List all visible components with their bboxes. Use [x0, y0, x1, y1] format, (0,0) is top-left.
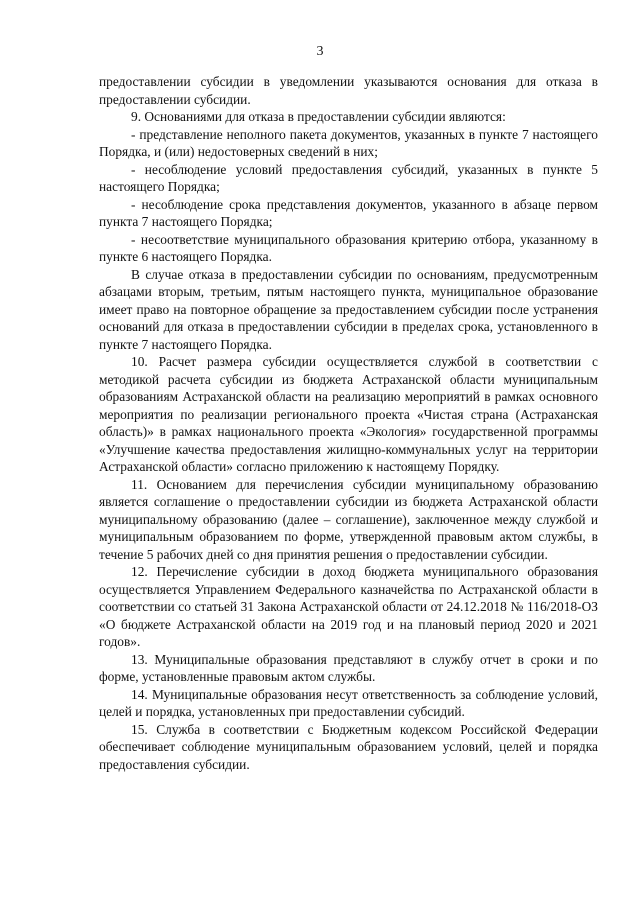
paragraph-item-10: 10. Расчет размера субсидии осуществляется службой в соответствии с методикой расчета субсидии из бюджета Астраханской области муниципальным образованиям Астраханской области на реализацию мероприятий в рамках основного мероприятия по реализации регионального проекта «Чистая страна (Астраханская область)» в рамках национального проекта «Экология» государственной программы «Улучшение качества предоставления жилищно-коммунальных услуг на территории Астраханской области» согласно приложению к настоящему Порядку. [99, 354, 598, 474]
paragraph-item-12: 12. Перечисление субсидии в доход бюджета муниципального образования осуществляется Управлением Федерального казначейства по Астраханской области в соответствии со статьей 31 Закона Астраханской области от 24.12.2018 № 116/2018-ОЗ «О бюджете Астраханской области на 2019 год и на плановый период 2020 и 2021 годов». [99, 564, 598, 649]
paragraph-list-item: - несоответствие муниципального образования критерию отбора, указанному в пункте 6 настоящего Порядка. [99, 231, 598, 264]
document-body [99, 73, 598, 773]
paragraph-refusal-note: В случае отказа в предоставлении субсидии по основаниям, предусмотренным абзацами вторым, третьим, пятым настоящего пункта, муниципальное образование имеет право на повторное обращение за предоставлением субсидии после устранения оснований для отказа в предоставлении субсидии в пределах срока, установленного в пункте 7 настоящего Порядка. [99, 266, 598, 352]
paragraph-item-9: 9. Основаниями для отказа в предоставлении субсидии являются: [131, 109, 506, 124]
paragraph-item-13: 13. Муниципальные образования представляют в службу отчет в сроки и по форме, установленные правовым актом службы. [99, 651, 598, 684]
paragraph-list-item: - представление неполного пакета документов, указанных в пункте 7 настоящего Порядка, и (или) недостоверных сведений в них; [99, 126, 598, 159]
paragraph-continuation: предоставлении субсидии в уведомлении указываются основания для отказа в предоставлении субсидии. [99, 74, 598, 107]
paragraph-item-14: 14. Муниципальные образования несут ответственность за соблюдение условий, целей и порядка, установленных при предоставлении субсидий. [99, 686, 598, 719]
page-number: 3 [316, 44, 324, 59]
paragraph-item-11: 11. Основанием для перечисления субсидии муниципальному образованию является соглашение о предоставлении субсидии из бюджета Астраханской области муниципальному образованию (далее – соглашение), заключенное между службой и муниципальным образованием по форме, утвержденной правовым актом службы, в течение 5 рабочих дней со дня принятия решения о предоставлении субсидии. [99, 476, 598, 562]
paragraph-list-item: - несоблюдение условий предоставления субсидий, указанных в пункте 5 настоящего Порядка; [99, 161, 598, 194]
paragraph-item-15: 15. Служба в соответствии с Бюджетным кодексом Российской Федерации обеспечивает соблюдение муниципальным образованием условий, целей и порядка предоставления субсидии. [99, 721, 598, 772]
paragraph-list-item: - несоблюдение срока представления документов, указанного в абзаце первом пункта 7 настоящего Порядка; [99, 196, 598, 229]
